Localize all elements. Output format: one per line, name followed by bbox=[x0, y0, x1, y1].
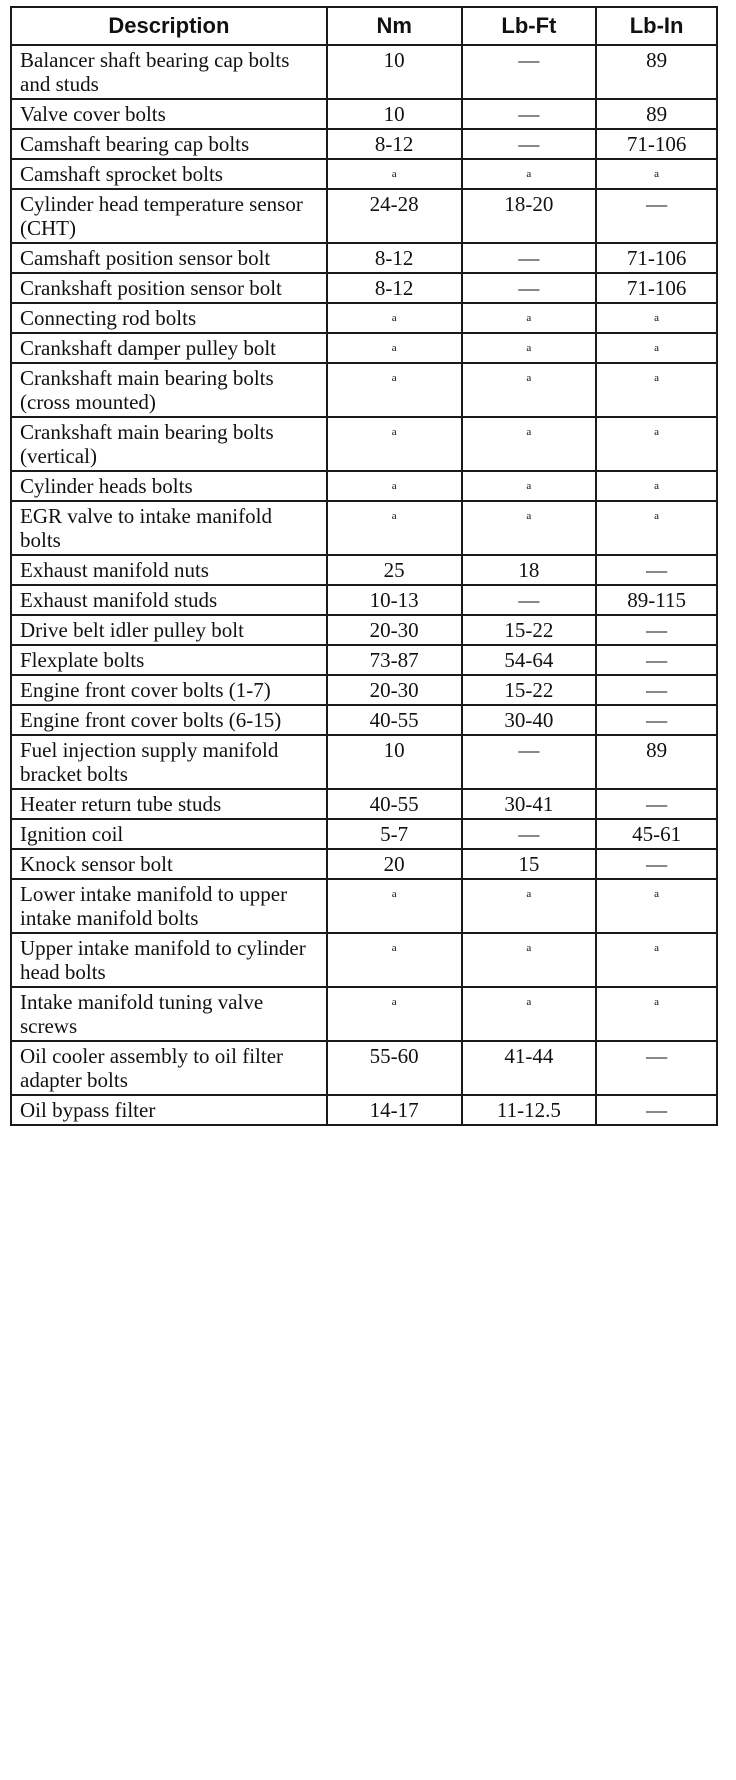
header-lb-in: Lb-In bbox=[596, 7, 717, 45]
nm-cell-text: 73-87 bbox=[369, 648, 419, 672]
nm-cell bbox=[327, 363, 462, 417]
nm-cell bbox=[327, 99, 462, 129]
description-cell-text: Crankshaft main bearing bolts (vertical) bbox=[20, 420, 274, 468]
footnote-marker: a bbox=[526, 942, 532, 954]
description-cell-text: Flexplate bolts bbox=[20, 648, 145, 672]
table-row bbox=[11, 159, 717, 189]
nm-cell-text: 10 bbox=[383, 102, 405, 126]
lb-ft-cell-text: 15-22 bbox=[504, 678, 554, 702]
lb-ft-cell bbox=[462, 1095, 597, 1125]
lb-ft-cell bbox=[462, 1041, 597, 1095]
nm-cell bbox=[327, 735, 462, 789]
table-row bbox=[11, 129, 717, 159]
lb-ft-cell bbox=[462, 819, 597, 849]
lb-in-cell bbox=[596, 471, 717, 501]
table-row bbox=[11, 333, 717, 363]
table-row bbox=[11, 1095, 717, 1125]
nm-cell bbox=[327, 585, 462, 615]
lb-ft-cell bbox=[462, 675, 597, 705]
description-cell-text: Camshaft sprocket bolts bbox=[20, 162, 223, 186]
nm-cell bbox=[327, 333, 462, 363]
footnote-marker: a bbox=[526, 888, 532, 900]
nm-cell bbox=[327, 273, 462, 303]
lb-ft-cell bbox=[462, 189, 597, 243]
table-row bbox=[11, 303, 717, 333]
table-row bbox=[11, 705, 717, 735]
footnote-marker: a bbox=[654, 426, 660, 438]
description-cell bbox=[11, 789, 327, 819]
footnote-marker: a bbox=[391, 888, 397, 900]
description-cell-text: Engine front cover bolts (1-7) bbox=[20, 678, 271, 702]
lb-ft-cell bbox=[462, 243, 597, 273]
table-row bbox=[11, 471, 717, 501]
footnote-marker: a bbox=[526, 510, 532, 522]
table-row bbox=[11, 501, 717, 555]
description-cell-text: Fuel injection supply manifold bracket bolts bbox=[20, 738, 279, 786]
footnote-marker: a bbox=[526, 426, 532, 438]
nm-cell-text: 25 bbox=[383, 558, 405, 582]
description-cell-text: EGR valve to intake manifold bolts bbox=[20, 504, 272, 552]
description-cell bbox=[11, 1095, 327, 1125]
nm-cell bbox=[327, 789, 462, 819]
description-cell bbox=[11, 735, 327, 789]
footnote-marker: a bbox=[526, 996, 532, 1008]
table-row bbox=[11, 585, 717, 615]
description-cell-text: Oil bypass filter bbox=[20, 1098, 156, 1122]
nm-cell bbox=[327, 471, 462, 501]
nm-cell bbox=[327, 243, 462, 273]
lb-in-cell-text: 89-115 bbox=[627, 588, 686, 612]
lb-in-cell bbox=[596, 501, 717, 555]
description-cell bbox=[11, 45, 327, 99]
description-cell-text: Valve cover bolts bbox=[20, 102, 166, 126]
no-value-dash: — bbox=[646, 792, 668, 816]
no-value-dash: — bbox=[646, 1098, 668, 1122]
description-cell bbox=[11, 933, 327, 987]
lb-in-cell bbox=[596, 615, 717, 645]
footnote-marker: a bbox=[526, 342, 532, 354]
nm-cell-text: 10 bbox=[383, 738, 405, 762]
lb-in-cell bbox=[596, 675, 717, 705]
description-cell bbox=[11, 243, 327, 273]
no-value-dash: — bbox=[518, 246, 540, 270]
footnote-marker: a bbox=[391, 426, 397, 438]
description-cell bbox=[11, 555, 327, 585]
nm-cell-text: 10-13 bbox=[369, 588, 419, 612]
no-value-dash: — bbox=[646, 618, 668, 642]
no-value-dash: — bbox=[646, 852, 668, 876]
table-row bbox=[11, 273, 717, 303]
footnote-marker: a bbox=[654, 312, 660, 324]
table-row bbox=[11, 645, 717, 675]
no-value-dash: — bbox=[646, 648, 668, 672]
table-row bbox=[11, 243, 717, 273]
description-cell-text: Crankshaft position sensor bolt bbox=[20, 276, 282, 300]
description-cell bbox=[11, 645, 327, 675]
lb-in-cell bbox=[596, 417, 717, 471]
lb-ft-cell bbox=[462, 159, 597, 189]
lb-in-cell-text: 71-106 bbox=[626, 276, 687, 300]
table-row bbox=[11, 99, 717, 129]
lb-ft-cell-text: 15 bbox=[518, 852, 540, 876]
no-value-dash: — bbox=[518, 48, 540, 72]
nm-cell bbox=[327, 45, 462, 99]
nm-cell bbox=[327, 303, 462, 333]
footnote-marker: a bbox=[391, 372, 397, 384]
nm-cell bbox=[327, 933, 462, 987]
description-cell-text: Engine front cover bolts (6-15) bbox=[20, 708, 282, 732]
no-value-dash: — bbox=[518, 102, 540, 126]
nm-cell bbox=[327, 987, 462, 1041]
lb-in-cell-text: 71-106 bbox=[626, 246, 687, 270]
lb-in-cell-text: 89 bbox=[646, 738, 668, 762]
description-cell-text: Lower intake manifold to upper intake manifold bolts bbox=[20, 882, 288, 930]
lb-in-cell bbox=[596, 273, 717, 303]
description-cell bbox=[11, 849, 327, 879]
lb-in-cell bbox=[596, 1041, 717, 1095]
nm-cell bbox=[327, 819, 462, 849]
lb-in-cell bbox=[596, 99, 717, 129]
nm-cell bbox=[327, 1095, 462, 1125]
lb-in-cell bbox=[596, 705, 717, 735]
footnote-marker: a bbox=[391, 168, 397, 180]
footnote-marker: a bbox=[391, 942, 397, 954]
torque-spec-table bbox=[10, 6, 718, 1126]
footnote-marker: a bbox=[526, 312, 532, 324]
description-cell bbox=[11, 129, 327, 159]
lb-in-cell-text: 89 bbox=[646, 102, 668, 126]
nm-cell-text: 24-28 bbox=[369, 192, 419, 216]
lb-ft-cell bbox=[462, 273, 597, 303]
description-cell bbox=[11, 675, 327, 705]
nm-cell-text: 8-12 bbox=[374, 132, 414, 156]
description-cell bbox=[11, 189, 327, 243]
footnote-marker: a bbox=[654, 480, 660, 492]
nm-cell-text: 20-30 bbox=[369, 678, 419, 702]
lb-in-cell bbox=[596, 879, 717, 933]
nm-cell-text: 8-12 bbox=[374, 276, 414, 300]
lb-ft-cell bbox=[462, 501, 597, 555]
description-cell bbox=[11, 501, 327, 555]
description-cell bbox=[11, 471, 327, 501]
description-cell bbox=[11, 987, 327, 1041]
table-row bbox=[11, 675, 717, 705]
lb-ft-cell bbox=[462, 615, 597, 645]
lb-ft-cell-text: 18 bbox=[518, 558, 540, 582]
description-cell bbox=[11, 417, 327, 471]
nm-cell bbox=[327, 615, 462, 645]
lb-ft-cell bbox=[462, 705, 597, 735]
lb-in-cell bbox=[596, 189, 717, 243]
description-cell bbox=[11, 363, 327, 417]
no-value-dash: — bbox=[518, 738, 540, 762]
lb-ft-cell bbox=[462, 849, 597, 879]
nm-cell-text: 8-12 bbox=[374, 246, 414, 270]
nm-cell-text: 40-55 bbox=[369, 792, 419, 816]
description-cell-text: Upper intake manifold to cylinder head bolts bbox=[20, 936, 306, 984]
lb-in-cell bbox=[596, 555, 717, 585]
nm-cell-text: 14-17 bbox=[369, 1098, 419, 1122]
footnote-marker: a bbox=[654, 372, 660, 384]
lb-ft-cell bbox=[462, 333, 597, 363]
lb-ft-cell bbox=[462, 879, 597, 933]
lb-ft-cell bbox=[462, 45, 597, 99]
lb-in-cell bbox=[596, 45, 717, 99]
no-value-dash: — bbox=[646, 192, 668, 216]
lb-ft-cell bbox=[462, 585, 597, 615]
lb-in-cell-text: 89 bbox=[646, 48, 668, 72]
table-row bbox=[11, 987, 717, 1041]
nm-cell bbox=[327, 159, 462, 189]
description-cell-text: Heater return tube studs bbox=[20, 792, 222, 816]
table-row bbox=[11, 45, 717, 99]
nm-cell-text: 10 bbox=[383, 48, 405, 72]
lb-ft-cell-text: 11-12.5 bbox=[496, 1098, 561, 1122]
no-value-dash: — bbox=[518, 588, 540, 612]
description-cell-text: Camshaft bearing cap bolts bbox=[20, 132, 250, 156]
lb-in-cell bbox=[596, 933, 717, 987]
nm-cell bbox=[327, 849, 462, 879]
description-cell-text: Intake manifold tuning valve screws bbox=[20, 990, 264, 1038]
lb-in-cell bbox=[596, 159, 717, 189]
description-cell bbox=[11, 585, 327, 615]
nm-cell bbox=[327, 129, 462, 159]
nm-cell bbox=[327, 417, 462, 471]
footnote-marker: a bbox=[391, 342, 397, 354]
no-value-dash: — bbox=[646, 558, 668, 582]
table-row bbox=[11, 933, 717, 987]
description-cell-text: Ignition coil bbox=[20, 822, 124, 846]
description-cell-text: Oil cooler assembly to oil filter adapter bolts bbox=[20, 1044, 284, 1092]
footnote-marker: a bbox=[654, 942, 660, 954]
lb-ft-cell bbox=[462, 987, 597, 1041]
footnote-marker: a bbox=[391, 312, 397, 324]
lb-ft-cell bbox=[462, 735, 597, 789]
table-row bbox=[11, 735, 717, 789]
table-row bbox=[11, 849, 717, 879]
nm-cell-text: 55-60 bbox=[369, 1044, 419, 1068]
footnote-marker: a bbox=[391, 510, 397, 522]
no-value-dash: — bbox=[646, 708, 668, 732]
footnote-marker: a bbox=[654, 510, 660, 522]
lb-ft-cell-text: 30-40 bbox=[504, 708, 554, 732]
description-cell bbox=[11, 819, 327, 849]
footnote-marker: a bbox=[654, 888, 660, 900]
lb-ft-cell-text: 15-22 bbox=[504, 618, 554, 642]
description-cell-text: Knock sensor bolt bbox=[20, 852, 173, 876]
lb-ft-cell-text: 41-44 bbox=[504, 1044, 554, 1068]
header-description: Description bbox=[11, 7, 327, 45]
lb-ft-cell bbox=[462, 933, 597, 987]
description-cell-text: Connecting rod bolts bbox=[20, 306, 197, 330]
description-cell-text: Crankshaft damper pulley bolt bbox=[20, 336, 277, 360]
nm-cell bbox=[327, 189, 462, 243]
lb-ft-cell bbox=[462, 129, 597, 159]
lb-ft-cell bbox=[462, 555, 597, 585]
description-cell-text: Exhaust manifold nuts bbox=[20, 558, 209, 582]
table-row bbox=[11, 189, 717, 243]
footnote-marker: a bbox=[654, 342, 660, 354]
nm-cell bbox=[327, 555, 462, 585]
no-value-dash: — bbox=[646, 1044, 668, 1068]
footnote-marker: a bbox=[526, 480, 532, 492]
no-value-dash: — bbox=[646, 678, 668, 702]
footnote-marker: a bbox=[654, 996, 660, 1008]
description-cell-text: Balancer shaft bearing cap bolts and studs bbox=[20, 48, 290, 96]
lb-in-cell bbox=[596, 987, 717, 1041]
description-cell-text: Cylinder heads bolts bbox=[20, 474, 193, 498]
lb-in-cell-text: 45-61 bbox=[632, 822, 682, 846]
lb-ft-cell-text: 30-41 bbox=[504, 792, 554, 816]
table-row bbox=[11, 417, 717, 471]
nm-cell-text: 40-55 bbox=[369, 708, 419, 732]
description-cell bbox=[11, 705, 327, 735]
description-cell bbox=[11, 615, 327, 645]
lb-ft-cell bbox=[462, 99, 597, 129]
lb-in-cell bbox=[596, 243, 717, 273]
description-cell bbox=[11, 333, 327, 363]
header-lb-ft: Lb-Ft bbox=[462, 7, 597, 45]
footnote-marker: a bbox=[391, 996, 397, 1008]
lb-ft-cell-text: 18-20 bbox=[504, 192, 554, 216]
lb-ft-cell bbox=[462, 471, 597, 501]
description-cell-text: Camshaft position sensor bolt bbox=[20, 246, 271, 270]
no-value-dash: — bbox=[518, 276, 540, 300]
nm-cell bbox=[327, 501, 462, 555]
lb-in-cell bbox=[596, 735, 717, 789]
lb-in-cell-text: 71-106 bbox=[626, 132, 687, 156]
nm-cell-text: 20 bbox=[383, 852, 405, 876]
description-cell bbox=[11, 303, 327, 333]
lb-in-cell bbox=[596, 585, 717, 615]
description-cell bbox=[11, 159, 327, 189]
lb-in-cell bbox=[596, 363, 717, 417]
lb-ft-cell bbox=[462, 789, 597, 819]
lb-in-cell bbox=[596, 129, 717, 159]
lb-in-cell bbox=[596, 645, 717, 675]
table-row bbox=[11, 1041, 717, 1095]
footnote-marker: a bbox=[526, 168, 532, 180]
nm-cell bbox=[327, 705, 462, 735]
footnote-marker: a bbox=[526, 372, 532, 384]
table-row bbox=[11, 615, 717, 645]
nm-cell bbox=[327, 645, 462, 675]
table-row bbox=[11, 555, 717, 585]
nm-cell-text: 5-7 bbox=[380, 822, 409, 846]
footnote-marker: a bbox=[654, 168, 660, 180]
table-row bbox=[11, 879, 717, 933]
nm-cell-text: 20-30 bbox=[369, 618, 419, 642]
torque-spec-page bbox=[10, 6, 726, 1126]
description-cell bbox=[11, 879, 327, 933]
footnote-marker: a bbox=[391, 480, 397, 492]
description-cell bbox=[11, 1041, 327, 1095]
lb-in-cell bbox=[596, 1095, 717, 1125]
no-value-dash: — bbox=[518, 822, 540, 846]
nm-cell bbox=[327, 675, 462, 705]
lb-in-cell bbox=[596, 819, 717, 849]
lb-ft-cell bbox=[462, 417, 597, 471]
lb-in-cell bbox=[596, 789, 717, 819]
description-cell-text: Drive belt idler pulley bolt bbox=[20, 618, 244, 642]
description-cell bbox=[11, 273, 327, 303]
lb-ft-cell-text: 54-64 bbox=[504, 648, 554, 672]
lb-in-cell bbox=[596, 333, 717, 363]
header-nm: Nm bbox=[327, 7, 462, 45]
table-row bbox=[11, 819, 717, 849]
lb-in-cell bbox=[596, 849, 717, 879]
lb-ft-cell bbox=[462, 303, 597, 333]
table-header-row bbox=[11, 7, 717, 45]
lb-ft-cell bbox=[462, 645, 597, 675]
description-cell-text: Crankshaft main bearing bolts (cross mounted) bbox=[20, 366, 274, 414]
table-body bbox=[11, 45, 717, 1125]
lb-ft-cell bbox=[462, 363, 597, 417]
nm-cell bbox=[327, 879, 462, 933]
nm-cell bbox=[327, 1041, 462, 1095]
description-cell-text: Cylinder head temperature sensor (CHT) bbox=[20, 192, 303, 240]
table-row bbox=[11, 789, 717, 819]
no-value-dash: — bbox=[518, 132, 540, 156]
description-cell-text: Exhaust manifold studs bbox=[20, 588, 218, 612]
table-row bbox=[11, 363, 717, 417]
lb-in-cell bbox=[596, 303, 717, 333]
description-cell bbox=[11, 99, 327, 129]
